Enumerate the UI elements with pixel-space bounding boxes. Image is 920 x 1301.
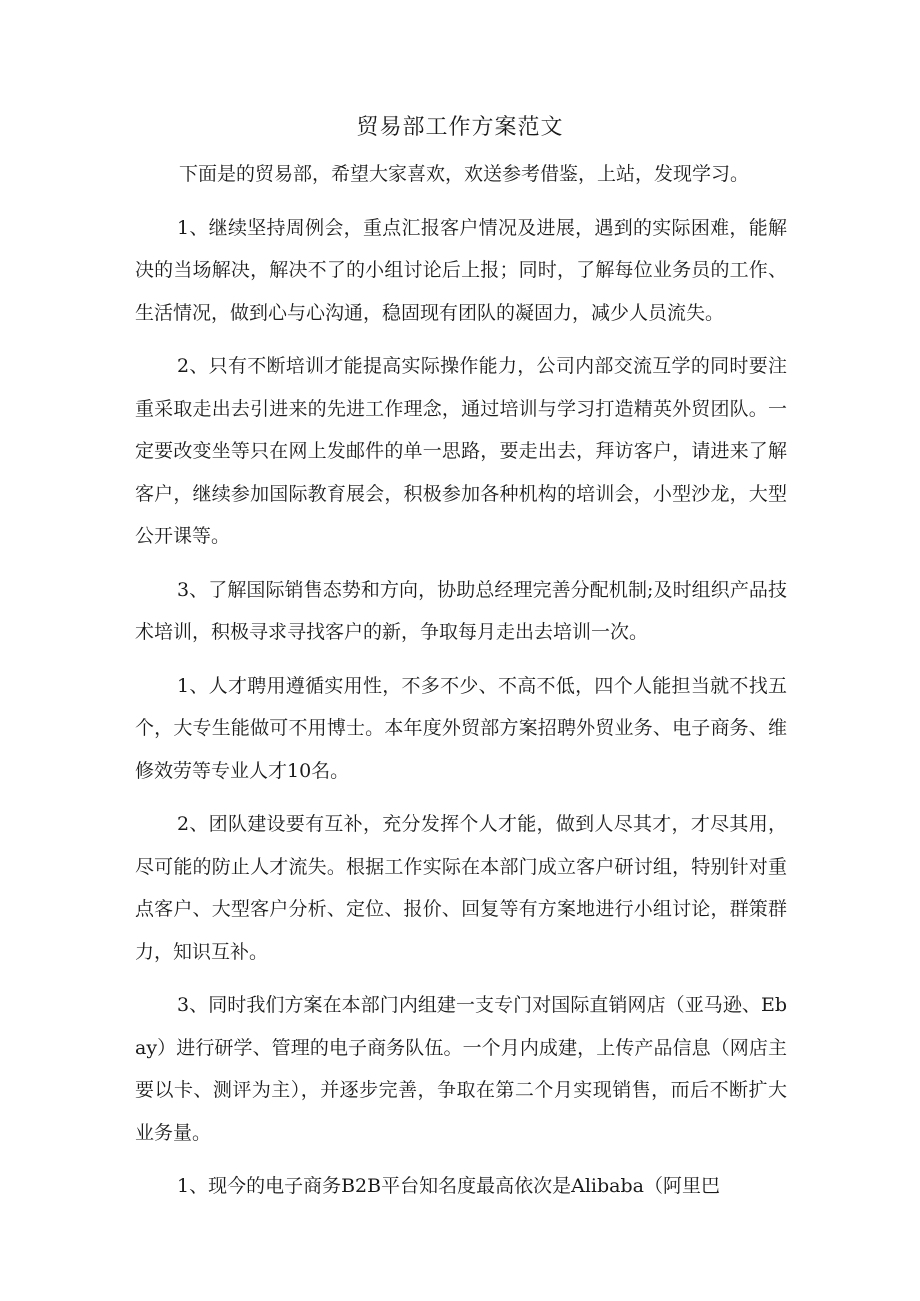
- paragraph: 2、团队建设要有互补，充分发挥个人才能，做到人尽其才，才尽其用，尽可能的防止人才流失。根据工作实际在本部门成立客户研讨组，特别针对重点客户、大型客户分析、定位、报价、回复等有方案地进行小组讨论，群策群力，知识互补。: [135, 813, 787, 963]
- document-body: [135, 153, 787, 1219]
- paragraph: 2、只有不断培训才能提高实际操作能力，公司内部交流互学的同时要注重采取走出去引进来的先进工作理念，通过培训与学习打造精英外贸团队。一定要改变坐等只在网上发邮件的单一思路，要走出去，拜访客户，请进来了解客户，继续参加国际教育展会，积极参加各种机构的培训会，小型沙龙，大型公开课等。: [135, 355, 787, 547]
- paragraph: 3、了解国际销售态势和方向，协助总经理完善分配机制;及时组织产品技术培训，积极寻求寻找客户的新，争取每月走出去培训一次。: [135, 578, 787, 643]
- paragraph: 1、人才聘用遵循实用性，不多不少、不高不低，四个人能担当就不找五个，大专生能做可不用博士。本年度外贸部方案招聘外贸业务、电子商务、维修效劳等专业人才10名。: [135, 674, 787, 782]
- intro-paragraph: 下面是的贸易部，希望大家喜欢，欢送参考借鉴，上站，发现学习。: [179, 163, 750, 185]
- paragraph: 3、同时我们方案在本部门内组建一支专门对国际直销网店（亚马逊、Ebay）进行研学、管理的电子商务队伍。一个月内成建，上传产品信息（网店主要以卡、测评为主），并逐步完善，争取在第二个月实现销售，而后不断扩大业务量。: [135, 994, 787, 1144]
- paragraph: 1、继续坚持周例会，重点汇报客户情况及进展，遇到的实际困难，能解决的当场解决，解决不了的小组讨论后上报；同时，了解每位业务员的工作、生活情况，做到心与心沟通，稳固现有团队的凝固力，减少人员流失。: [135, 216, 787, 324]
- document-title: 贸易部工作方案范文: [356, 115, 564, 140]
- paragraph: 1、现今的电子商务B2B平台知名度最高依次是Alibaba（阿里巴: [177, 1175, 720, 1197]
